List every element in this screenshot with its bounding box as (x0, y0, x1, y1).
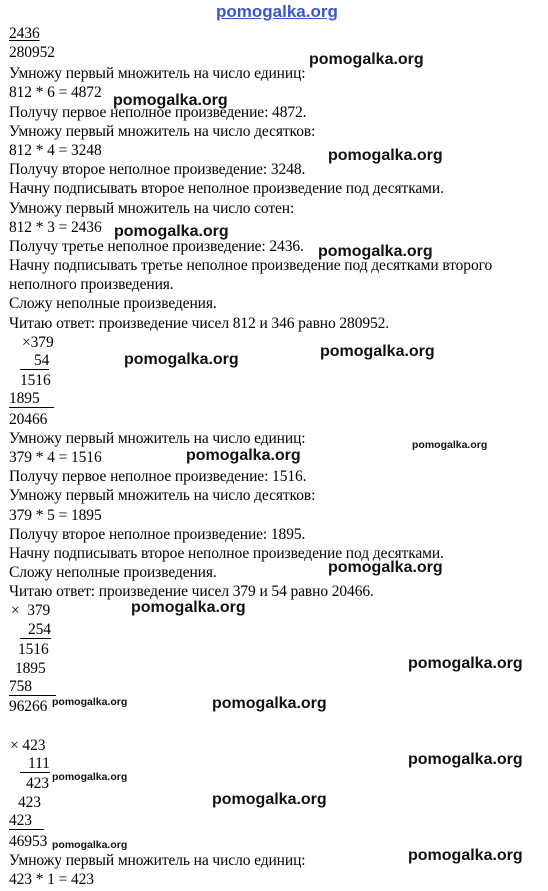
watermark: pomogalka.org (186, 447, 301, 464)
text-line: Читаю ответ: произведение чисел 379 и 54 равно 20466. (9, 583, 374, 600)
text-line: 423 (26, 775, 49, 792)
text-line: 1516 (20, 372, 51, 389)
text-line: 280952 (9, 44, 55, 61)
text-line: Умножу первый множитель на число десятков: (9, 123, 316, 140)
watermark: pomogalka.org (212, 791, 327, 808)
text-line: 1895 (9, 391, 54, 408)
text-line: 423 * 1 = 423 (9, 871, 94, 888)
text-line: × 379 (11, 602, 51, 619)
text-line: 254 (20, 622, 51, 639)
watermark-header[interactable]: pomogalka.org (216, 2, 338, 21)
text-line: Умножу первый множитель на число сотен: (9, 200, 295, 217)
text-line: Получу третье неполное произведение: 2436. (9, 238, 304, 255)
watermark: pomogalka.org (320, 343, 435, 360)
text-line: Начну подписывать второе неполное произведение под десятками. (9, 545, 444, 562)
text-line: 2436 (9, 25, 40, 42)
text-line: 423 (18, 794, 41, 811)
watermark: pomogalka.org (52, 839, 128, 851)
text-line: 812 * 6 = 4872 (9, 84, 102, 101)
watermark: pomogalka.org (124, 351, 239, 368)
text-line: 379 * 5 = 1895 (9, 507, 102, 524)
text-line: Начну подписывать третье неполное произведение под десятками второго (9, 257, 493, 274)
text-line: Получу второе неполное произведение: 3248. (9, 161, 306, 178)
text-line: Умножу первый множитель на число единиц: (9, 852, 306, 869)
watermark: pomogalka.org (52, 771, 128, 783)
watermark: pomogalka.org (212, 695, 327, 712)
text-line: Умножу первый множитель на число единиц: (9, 65, 306, 82)
watermark: pomogalka.org (318, 243, 433, 260)
text-line: 111 (20, 756, 50, 773)
text-line: Начну подписывать второе неполное произведение под десятками. (9, 180, 444, 197)
watermark: pomogalka.org (412, 439, 488, 451)
text-line: неполного произведения. (9, 276, 174, 293)
watermark: pomogalka.org (408, 655, 523, 672)
watermark: pomogalka.org (408, 751, 523, 768)
watermark: pomogalka.org (113, 92, 228, 109)
text-line: × 423 (10, 737, 46, 754)
text-line: 54 (20, 353, 49, 370)
text-line: 812 * 4 = 3248 (9, 142, 102, 159)
text-line: Читаю ответ: произведение чисел 812 и 346 равно 280952. (9, 315, 390, 332)
text-line: 1895 (15, 660, 46, 677)
watermark: pomogalka.org (328, 559, 443, 576)
text-line: Сложу неполные произведения. (9, 295, 217, 312)
text-line: Получу первое неполное произведение: 1516. (9, 468, 307, 485)
text-line: Умножу первый множитель на число десятков: (9, 487, 316, 504)
text-line: 379 * 4 = 1516 (9, 449, 102, 466)
text-line: ×379 (22, 334, 54, 351)
watermark: pomogalka.org (131, 599, 246, 616)
text-line: 46953 (9, 833, 48, 850)
text-line: 812 * 3 = 2436 (9, 219, 102, 236)
text-line: 423 (9, 813, 44, 830)
text-line: 20466 (9, 411, 48, 428)
text-line: Умножу первый множитель на число единиц: (9, 430, 306, 447)
text-line: Сложу неполные произведения. (9, 564, 217, 581)
watermark: pomogalka.org (114, 223, 229, 240)
text-line: Получу первое неполное произведение: 4872. (9, 104, 307, 121)
text-line: 96266 (9, 698, 48, 715)
text-line: 1516 (18, 641, 49, 658)
text-line: 758 (9, 679, 56, 696)
watermark: pomogalka.org (52, 696, 128, 708)
watermark: pomogalka.org (408, 847, 523, 864)
text-line: Получу второе неполное произведение: 1895. (9, 526, 306, 543)
watermark: pomogalka.org (328, 147, 443, 164)
watermark: pomogalka.org (309, 51, 424, 68)
